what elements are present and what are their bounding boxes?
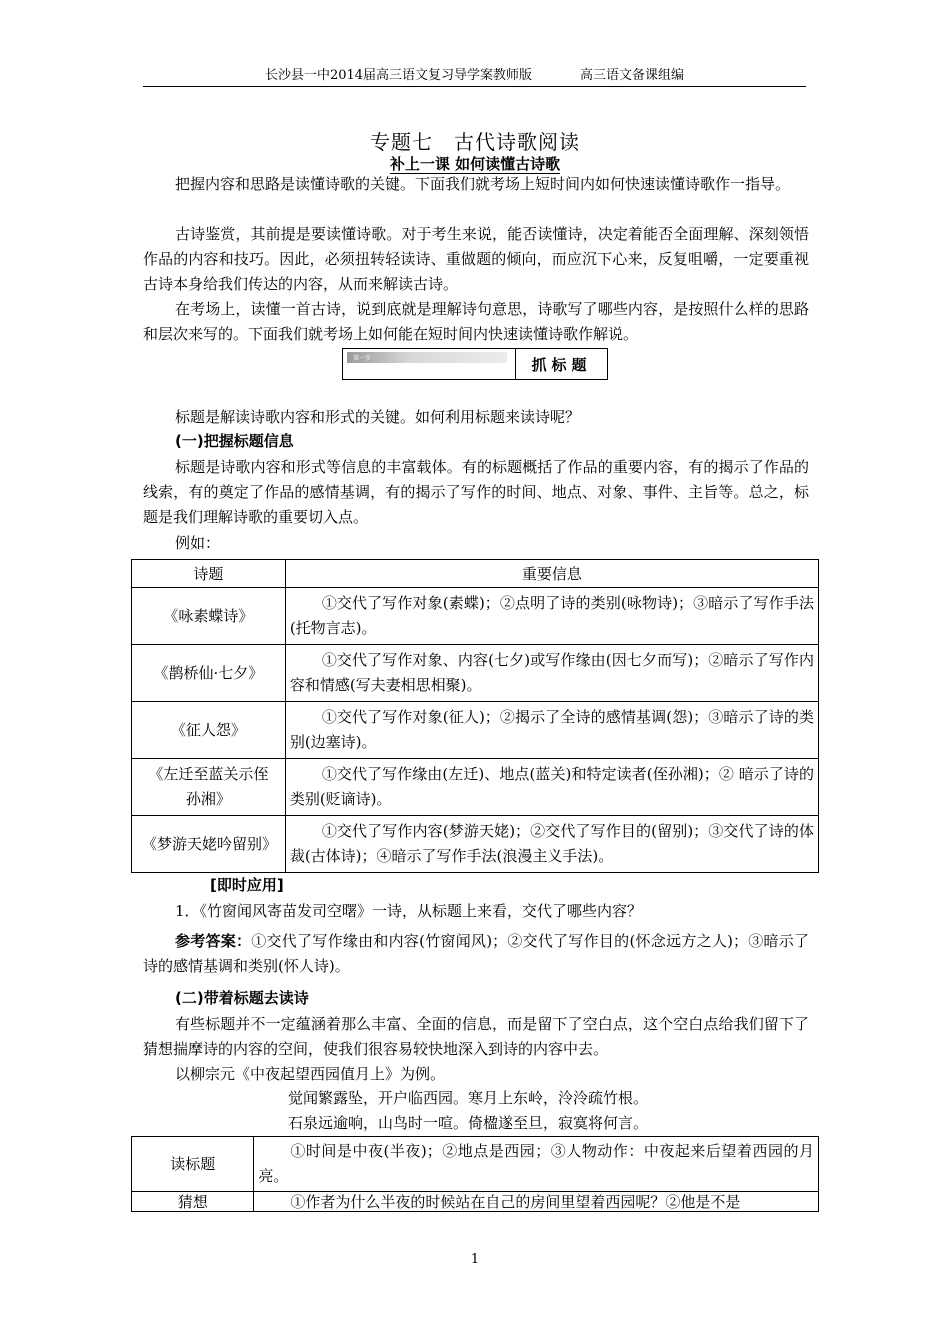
practice-question: 1．《竹窗闻风寄苗发司空曙》一诗，从标题上来看，交代了哪些内容？ bbox=[175, 902, 643, 920]
reading-info-cell: ①作者为什么半夜的时候站在自己的房间里望着西园呢？②他是不是 bbox=[254, 1192, 819, 1212]
table-row bbox=[132, 1137, 819, 1192]
reading-table bbox=[131, 1136, 819, 1212]
intro-paragraph-2: 古诗鉴赏，其前提是要读懂诗歌。对于考生来说，能否读懂诗，决定着能否全面理解、深刻领悟作品的内容和技巧。因此，必须扭转轻读诗、重做题的倾向，而应沉下心来，反复咀嚼，一定要重视古诗本身给我们传达的内容，从而来解读古诗。 bbox=[143, 225, 809, 293]
subtitle-text: 补上一课 如何读懂古诗歌 bbox=[389, 155, 561, 173]
section2-heading: (二)带着标题去读诗 bbox=[175, 989, 309, 1007]
reading-label-cell: 猜想 bbox=[132, 1192, 254, 1212]
table-header-title: 诗题 bbox=[132, 560, 286, 588]
answer-text: ①交代了写作缘由和内容(竹窗闻风)；②交代了写作目的(怀念远方之人)；③暗示了诗的感情基调和类别(怀人诗)。 bbox=[143, 932, 809, 975]
table-row bbox=[132, 759, 819, 816]
section1-example: 例如： bbox=[175, 534, 221, 552]
poem-info-cell: ①交代了写作对象、内容(七夕)或写作缘由(因七夕而写)；②暗示了写作内容和情感(写夫妻相思相聚)。 bbox=[285, 645, 818, 702]
page-title: 专题七 古代诗歌阅读 bbox=[370, 130, 580, 154]
table-row bbox=[132, 645, 819, 702]
poem-title-cell: 《咏素蝶诗》 bbox=[132, 588, 286, 645]
section1-body: 标题是诗歌内容和形式等信息的丰富载体。有的标题概括了作品的重要内容，有的揭示了作品的线索，有的奠定了作品的感情基调，有的揭示了写作的时间、地点、对象、事件、主旨等。总之，标题是我们理解诗歌的重要切入点。 bbox=[143, 458, 809, 526]
answer-label: 参考答案： bbox=[175, 932, 252, 950]
step-tag-text: 第一步 bbox=[353, 355, 372, 362]
reading-label-cell: 读标题 bbox=[132, 1137, 254, 1192]
practice-heading: [即时应用] bbox=[210, 876, 284, 894]
header-right-text: 高三语文备课组编 bbox=[580, 68, 685, 83]
poem-info-cell: ①交代了写作对象(素蝶)；②点明了诗的类别(咏物诗)；③暗示了写作手法(托物言志)。 bbox=[285, 588, 818, 645]
reading-info-cell: ①时间是中夜(半夜)；②地点是西园；③人物动作：中夜起来后望着西园的月亮。 bbox=[254, 1137, 819, 1192]
intro-paragraph-3: 在考场上，读懂一首古诗，说到底就是理解诗句意思，诗歌写了哪些内容，是按照什么样的思路和层次来写的。下面我们就考场上如何能在短时间内快速读懂诗歌作解说。 bbox=[143, 300, 809, 343]
step-tag-bar bbox=[347, 352, 507, 363]
table-row bbox=[132, 816, 819, 873]
step-tag-cell bbox=[343, 349, 516, 379]
table-row bbox=[132, 588, 819, 645]
section2-body: 有些标题并不一定蕴涵着那么丰富、全面的信息，而是留下了空白点，这个空白点给我们留下了猜想揣摩诗的内容的空间，使我们很容易较快地深入到诗的内容中去。 bbox=[143, 1015, 809, 1058]
header-left-text: 长沙县一中2014届高三语文复习导学案教师版 bbox=[264, 68, 533, 83]
title-info-table bbox=[131, 559, 819, 873]
intro-paragraph-1: 把握内容和思路是读懂诗歌的关键。下面我们就考场上短时间内如何快速读懂诗歌作一指导。 bbox=[175, 175, 791, 193]
poem-line-2: 石泉远逾响，山鸟时一喧。倚楹遂至旦，寂寞将何言。 bbox=[288, 1114, 649, 1132]
poem-title-cell: 《鹊桥仙·七夕》 bbox=[132, 645, 286, 702]
step-box bbox=[342, 348, 608, 380]
table-row bbox=[132, 702, 819, 759]
poem-title-cell: 《梦游天姥吟留别》 bbox=[132, 816, 286, 873]
section2-example: 以柳宗元《中夜起望西园值月上》为例。 bbox=[175, 1065, 446, 1083]
section1-heading: (一)把握标题信息 bbox=[175, 432, 294, 450]
section1-lead: 标题是解读诗歌内容和形式的关键。如何利用标题来读诗呢？ bbox=[175, 408, 581, 426]
poem-info-cell: ①交代了写作对象(征人)；②揭示了全诗的感情基调(怨)；③暗示了诗的类别(边塞诗)。 bbox=[285, 702, 818, 759]
table-header-info: 重要信息 bbox=[285, 560, 818, 588]
poem-info-cell: ①交代了写作内容(梦游天姥)；②交代了写作目的(留别)；③交代了诗的体裁(古体诗)；④暗示了写作手法(浪漫主义手法)。 bbox=[285, 816, 818, 873]
poem-line-1: 觉闻繁露坠，开户临西园。寒月上东岭，泠泠疏竹根。 bbox=[288, 1089, 649, 1107]
practice-answer bbox=[143, 929, 809, 979]
table-header-row bbox=[132, 560, 819, 588]
page-subtitle bbox=[0, 153, 950, 174]
poem-info-cell: ①交代了写作缘由(左迁)、地点(蓝关)和特定读者(侄孙湘)；② 暗示了诗的类别(贬谪诗)。 bbox=[285, 759, 818, 816]
step-label: 抓标题 bbox=[531, 355, 592, 374]
poem-title-cell: 《左迁至蓝关示侄孙湘》 bbox=[132, 759, 286, 816]
table-row bbox=[132, 1192, 819, 1212]
page-header bbox=[143, 64, 806, 87]
page-number: 1 bbox=[470, 1252, 480, 1267]
poem-title-cell: 《征人怨》 bbox=[132, 702, 286, 759]
